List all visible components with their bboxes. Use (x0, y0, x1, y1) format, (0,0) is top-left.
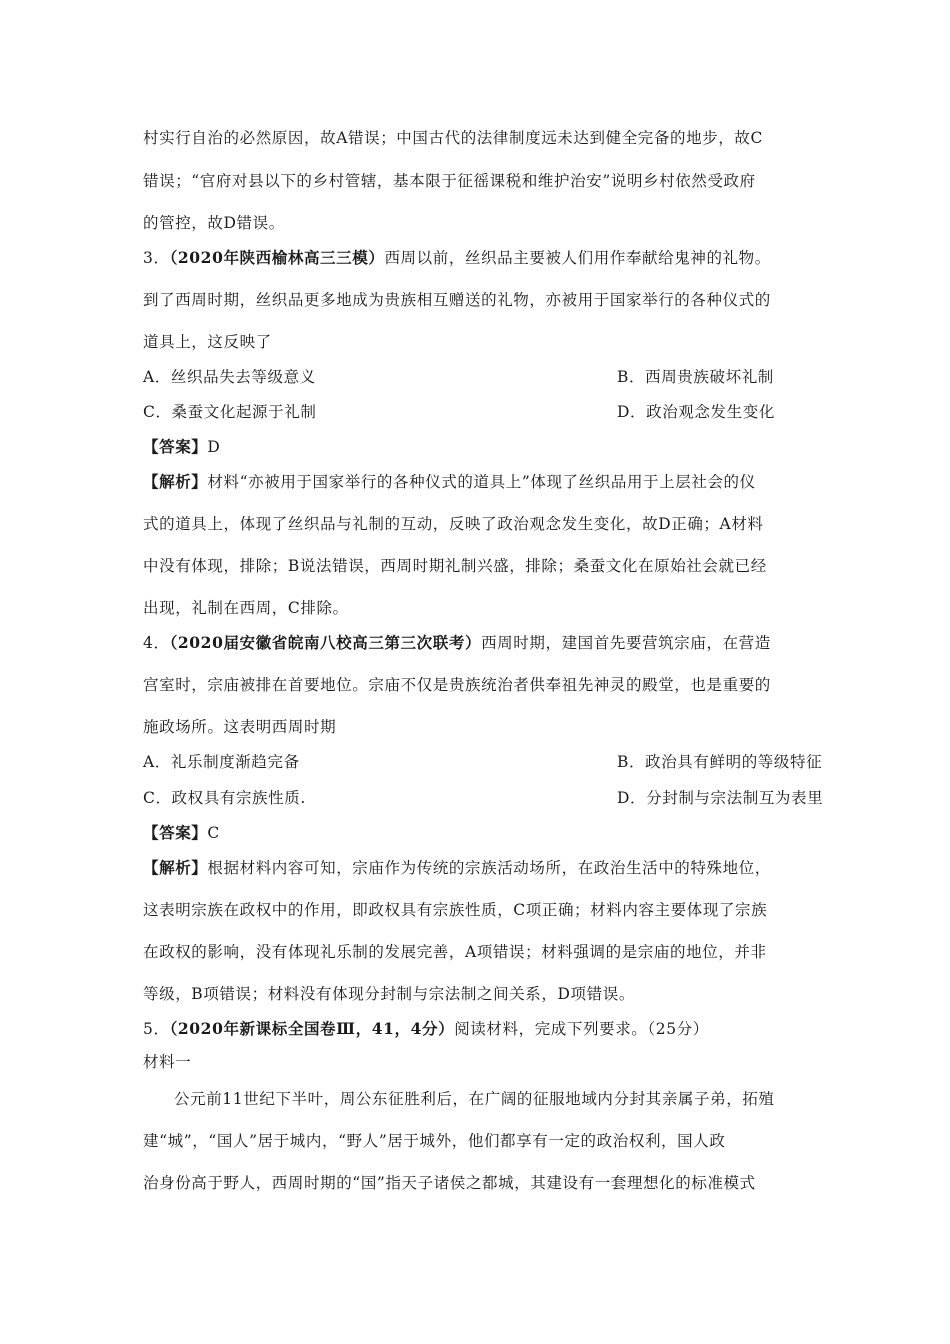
question-3-answer (143, 436, 220, 458)
question-number: 5． (143, 1020, 170, 1038)
question-4-analysis (143, 857, 771, 879)
question-source: （2020届安徽省皖南八校高三第三次联考） (169, 633, 482, 652)
material-line: 公元前11世纪下半叶，周公东征胜利后，在广阔的征服地域内分封其亲属子弟，拓殖 (174, 1090, 775, 1108)
question-4-text: 施政场所。这表明西周时期 (143, 718, 337, 736)
option-b: B．西周贵族破坏礼制 (617, 368, 774, 386)
question-4-options-row1 (143, 751, 823, 773)
question-3-analysis (143, 471, 756, 493)
question-4-stem (143, 632, 771, 654)
analysis-line: 等级，B项错误；材料没有体现分封制与宗法制之间关系，D项错误。 (143, 985, 635, 1003)
question-4-answer (143, 822, 220, 844)
answer-value: C (207, 824, 220, 842)
analysis-label: 【解析】 (143, 472, 208, 491)
question-3-text: 到了西周时期，丝织品更多地成为贵族相互赠送的礼物，亦被用于国家举行的各种仪式的 (143, 291, 771, 309)
answer-label: 【答案】 (143, 823, 208, 842)
analysis-label: 【解析】 (143, 858, 208, 877)
answer-value: D (207, 438, 221, 456)
option-c: C．政权具有宗族性质. (143, 789, 306, 807)
question-number: 4． (143, 634, 170, 652)
option-c: C．桑蚕文化起源于礼制 (143, 403, 317, 421)
option-b: B．政治具有鲜明的等级特征 (617, 753, 823, 771)
prev-analysis-line: 的管控，故D错误。 (143, 214, 285, 232)
prev-analysis-line: 错误；“官府对县以下的乡村管辖，基本限于征徭课税和维护治安”说明乡村依然受政府 (143, 172, 756, 190)
analysis-line: 式的道具上，体现了丝织品与礼制的互动，反映了政治观念发生变化，故D正确；A材料 (143, 515, 764, 533)
analysis-line: 出现，礼制在西周，C排除。 (143, 599, 349, 617)
question-3-stem (143, 247, 771, 269)
question-source: （2020年陕西榆林高三三模） (169, 248, 385, 267)
option-a: A．礼乐制度渐趋完备 (143, 753, 300, 771)
analysis-line: 中没有体现，排除；B说法错误，西周时期礼制兴盛，排除；桑蚕文化在原始社会就已经 (143, 557, 767, 575)
answer-label: 【答案】 (143, 437, 208, 456)
question-text: 西周时期，建国首先要营筑宗庙，在营造 (481, 634, 771, 652)
question-number: 3． (143, 249, 170, 267)
material-title: 材料一 (143, 1053, 192, 1071)
question-4-text: 宫室时，宗庙被排在首要地位。宗庙不仅是贵族统治者供奉祖先神灵的殿堂，也是重要的 (143, 676, 771, 694)
option-d: D．分封制与宗法制互为表里 (617, 789, 824, 807)
question-text: 阅读材料，完成下列要求。（25分） (454, 1020, 709, 1038)
option-d: D．政治观念发生变化 (617, 403, 775, 421)
question-4-options-row2 (143, 787, 824, 809)
question-text: 西周以前，丝织品主要被人们用作奉献给鬼神的礼物。 (384, 249, 771, 267)
analysis-text: 材料“亦被用于国家举行的各种仪式的道具上”体现了丝织品用于上层社会的仪 (207, 473, 756, 491)
analysis-text: 根据材料内容可知，宗庙作为传统的宗族活动场所，在政治生活中的特殊地位， (207, 859, 771, 877)
material-line: 治身份高于野人，西周时期的“国”指天子诸侯之都城，其建设有一套理想化的标准模式 (143, 1174, 756, 1192)
question-3-options-row2 (143, 401, 775, 423)
option-a: A．丝织品失去等级意义 (143, 368, 316, 386)
analysis-line: 这表明宗族在政权中的作用，即政权具有宗族性质，C项正确；材料内容主要体现了宗族 (143, 901, 768, 919)
material-line: 建“城”，“国人”居于城内，“野人”居于城外，他们都享有一定的政治权利，国人政 (143, 1132, 726, 1150)
question-source: （2020年新课标全国卷Ⅲ，41，4分） (169, 1019, 455, 1038)
question-5-stem (143, 1018, 709, 1040)
question-3-options-row1 (143, 366, 774, 388)
prev-analysis-line: 村实行自治的必然原因，故A错误；中国古代的法律制度远未达到健全完备的地步，故C (143, 129, 763, 147)
analysis-line: 在政权的影响，没有体现礼乐制的发展完善，A项错误；材料强调的是宗庙的地位，并非 (143, 943, 767, 961)
question-3-text: 道具上，这反映了 (143, 333, 272, 351)
